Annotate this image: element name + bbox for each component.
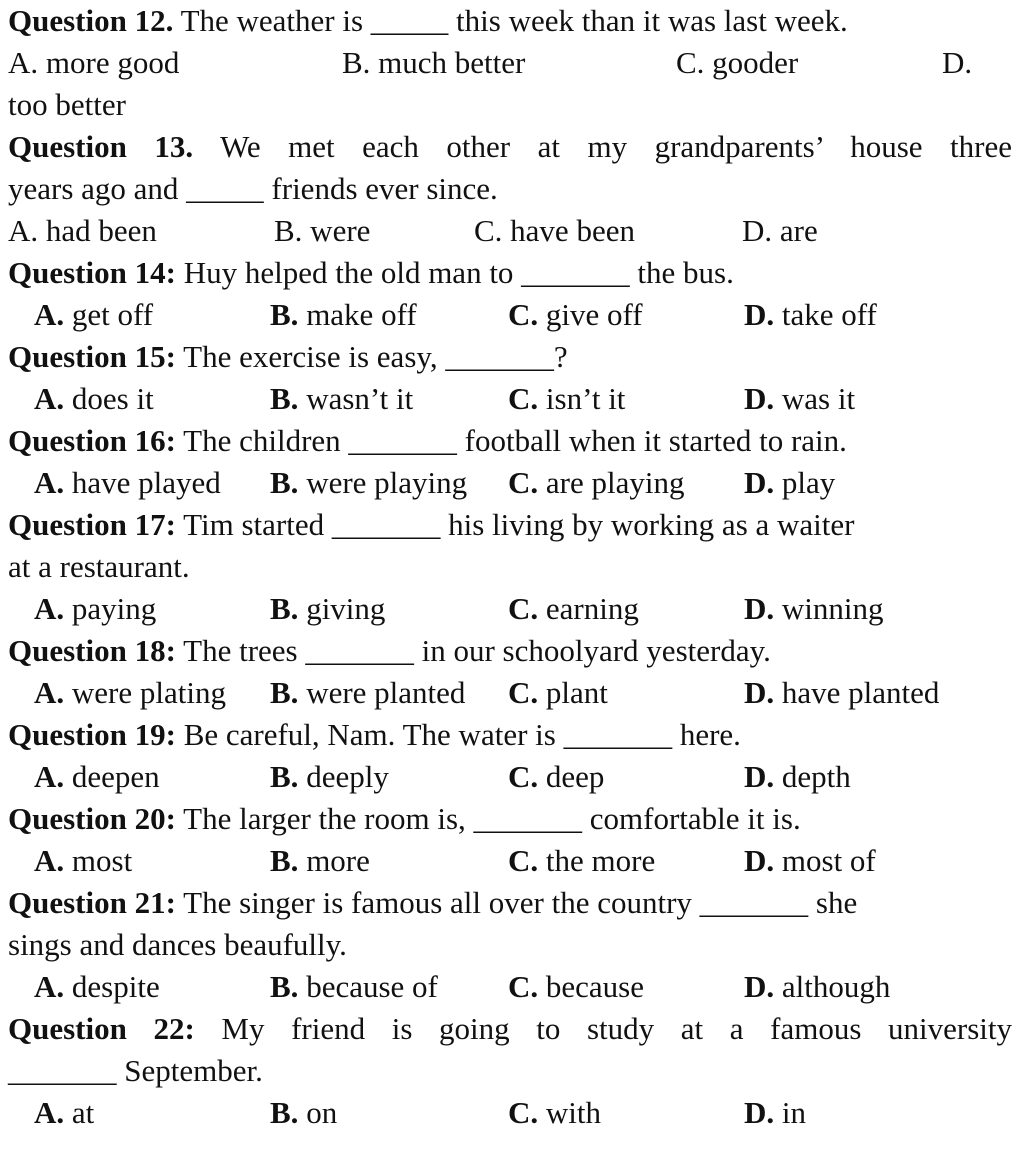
question-20-option-b[interactable]: B. more [270, 843, 370, 878]
question-14-options [8, 294, 1012, 336]
question-21-options [8, 966, 1012, 1008]
question-20-text: The larger the room is, _______ comfortable it is. [183, 801, 801, 836]
question-15-option-b[interactable]: B. wasn’t it [270, 381, 414, 416]
question-22-option-b[interactable]: B. on [270, 1095, 338, 1130]
question-13 [8, 126, 1012, 252]
question-14-stem [8, 252, 1012, 294]
question-14-text: Huy helped the old man to _______ the bus. [183, 255, 734, 290]
question-21-stem-line-1 [8, 882, 1012, 924]
question-13-option-a[interactable]: A. had been [8, 213, 157, 248]
question-14-option-a[interactable]: A. get off [34, 297, 154, 332]
question-22-label: Question 22: [8, 1011, 195, 1046]
question-16-option-a[interactable]: A. have played [34, 465, 221, 500]
question-21-text-1: The singer is famous all over the country _______ she [183, 885, 858, 920]
question-16-option-c[interactable]: C. are playing [508, 465, 685, 500]
question-18-stem [8, 630, 1012, 672]
question-15 [8, 336, 1012, 420]
question-19-option-a[interactable]: A. deepen [34, 759, 160, 794]
question-19-label: Question 19: [8, 717, 176, 752]
question-14-option-b[interactable]: B. make off [270, 297, 417, 332]
question-12-text: The weather is _____ this week than it was last week. [180, 3, 848, 38]
question-21-option-d[interactable]: D. although [744, 969, 891, 1004]
question-15-stem [8, 336, 1012, 378]
question-17-options [8, 588, 1012, 630]
question-14-option-c[interactable]: C. give off [508, 297, 643, 332]
question-12-label: Question 12. [8, 3, 174, 38]
question-16-option-b[interactable]: B. were playing [270, 465, 468, 500]
question-12-option-d-letter[interactable]: D. [942, 45, 973, 80]
question-12-option-d-text[interactable]: too better [8, 87, 126, 122]
question-12-stem [8, 0, 1012, 42]
question-22-stem-line-2: _______ September. [8, 1053, 263, 1088]
question-13-stem-line-1 [8, 126, 1012, 168]
question-13-option-d[interactable]: D. are [742, 213, 818, 248]
question-21-option-b[interactable]: B. because of [270, 969, 438, 1004]
question-18-options [8, 672, 1012, 714]
question-19-option-d[interactable]: D. depth [744, 759, 851, 794]
question-20-option-d[interactable]: D. most of [744, 843, 876, 878]
question-18 [8, 630, 1012, 714]
question-21-option-a[interactable]: A. despite [34, 969, 160, 1004]
question-13-label: Question 13. [8, 129, 194, 164]
question-13-option-c[interactable]: C. have been [474, 213, 635, 248]
question-17-option-c[interactable]: C. earning [508, 591, 639, 626]
question-19-option-b[interactable]: B. deeply [270, 759, 389, 794]
question-15-text: The exercise is easy, _______? [183, 339, 568, 374]
question-21-stem-line-2: sings and dances beaufully. [8, 927, 347, 962]
question-20-option-a[interactable]: A. most [34, 843, 133, 878]
question-19-options [8, 756, 1012, 798]
question-21-label: Question 21: [8, 885, 176, 920]
question-19-text: Be careful, Nam. The water is _______ here. [183, 717, 741, 752]
question-15-options [8, 378, 1012, 420]
question-22-options [8, 1092, 1012, 1134]
question-15-option-c[interactable]: C. isn’t it [508, 381, 626, 416]
question-17-option-d[interactable]: D. winning [744, 591, 884, 626]
question-17-text-1: Tim started _______ his living by working as a waiter [183, 507, 855, 542]
question-12-options [8, 42, 1012, 84]
question-13-stem-line-2: years ago and _____ friends ever since. [8, 171, 498, 206]
question-17-option-b[interactable]: B. giving [270, 591, 386, 626]
question-16-label: Question 16: [8, 423, 176, 458]
worksheet-page [8, 0, 1012, 1134]
question-19-option-c[interactable]: C. deep [508, 759, 605, 794]
question-16-text: The children _______ football when it started to rain. [183, 423, 847, 458]
question-13-option-b[interactable]: B. were [274, 213, 371, 248]
question-17-stem-line-1 [8, 504, 1012, 546]
question-18-option-b[interactable]: B. were planted [270, 675, 466, 710]
question-14 [8, 252, 1012, 336]
question-20-option-c[interactable]: C. the more [508, 843, 656, 878]
question-14-label: Question 14: [8, 255, 176, 290]
question-15-label: Question 15: [8, 339, 176, 374]
question-19-stem [8, 714, 1012, 756]
question-20 [8, 798, 1012, 882]
question-16-option-d[interactable]: D. play [744, 465, 836, 500]
question-22-stem-line-1 [8, 1008, 1012, 1050]
question-16-options [8, 462, 1012, 504]
question-12-option-c[interactable]: C. gooder [676, 45, 799, 80]
question-16-stem [8, 420, 1012, 462]
question-22-text-1: My friend is going to study at a famous university [221, 1011, 1012, 1046]
question-14-option-d[interactable]: D. take off [744, 297, 877, 332]
question-20-stem [8, 798, 1012, 840]
question-22 [8, 1008, 1012, 1134]
question-18-option-d[interactable]: D. have planted [744, 675, 940, 710]
question-12 [8, 0, 1012, 126]
question-17 [8, 504, 1012, 630]
question-18-text: The trees _______ in our schoolyard yesterday. [183, 633, 771, 668]
question-17-label: Question 17: [8, 507, 176, 542]
question-16 [8, 420, 1012, 504]
question-17-option-a[interactable]: A. paying [34, 591, 157, 626]
question-21-option-c[interactable]: C. because [508, 969, 644, 1004]
question-20-label: Question 20: [8, 801, 176, 836]
question-17-stem-line-2: at a restaurant. [8, 549, 190, 584]
question-22-option-c[interactable]: C. with [508, 1095, 602, 1130]
question-18-option-c[interactable]: C. plant [508, 675, 608, 710]
question-21 [8, 882, 1012, 1008]
question-15-option-a[interactable]: A. does it [34, 381, 154, 416]
question-20-options [8, 840, 1012, 882]
question-13-options [8, 210, 1012, 252]
question-19 [8, 714, 1012, 798]
question-18-option-a[interactable]: A. were plating [34, 675, 226, 710]
question-22-option-d[interactable]: D. in [744, 1095, 807, 1130]
question-18-label: Question 18: [8, 633, 176, 668]
question-12-option-b[interactable]: B. much better [342, 45, 526, 80]
question-13-text-1: We met each other at my grandparents’ house three [220, 129, 1012, 164]
question-15-option-d[interactable]: D. was it [744, 381, 856, 416]
question-12-option-a[interactable]: A. more good [8, 45, 180, 80]
question-22-option-a[interactable]: A. at [34, 1095, 95, 1130]
